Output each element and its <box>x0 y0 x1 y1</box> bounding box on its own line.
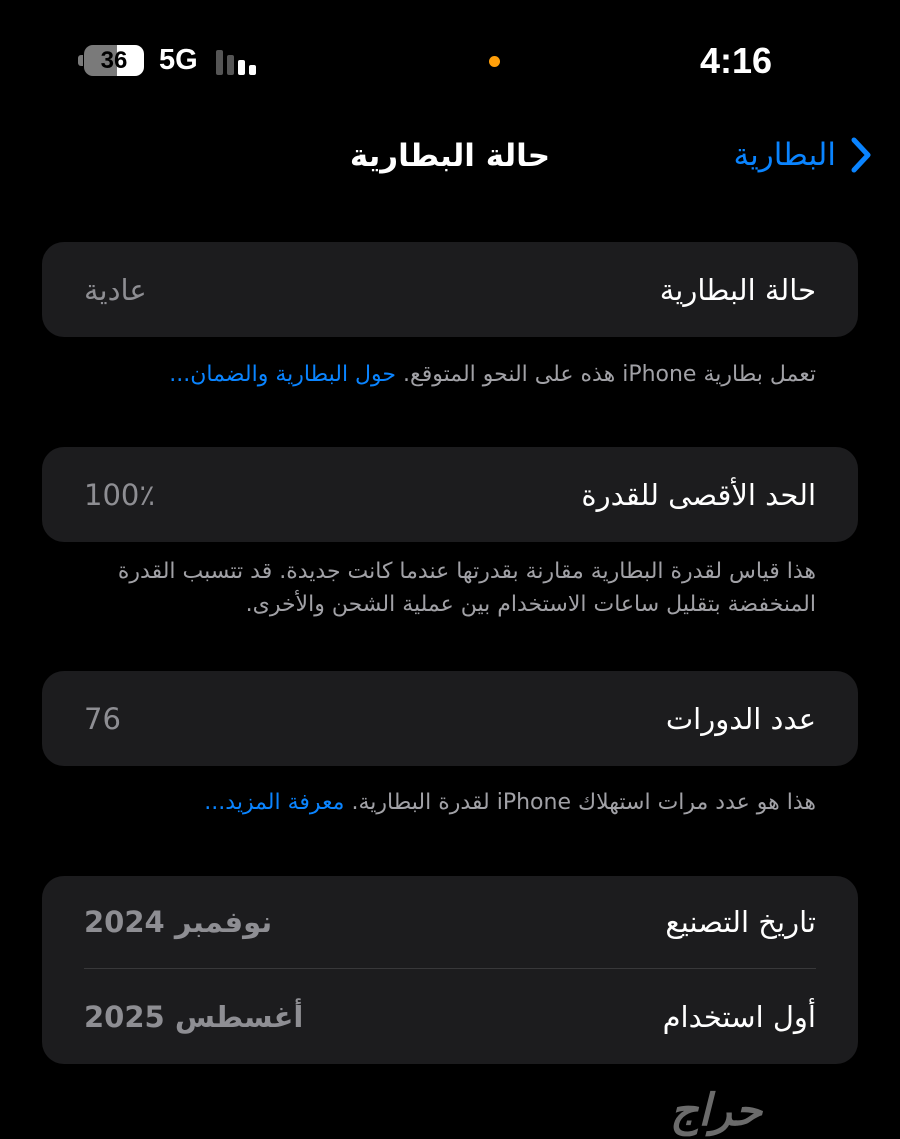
list-row <box>42 242 858 337</box>
privacy-indicator-dot <box>489 56 500 67</box>
back-label: البطارية <box>733 137 836 173</box>
battery-indicator: 36 <box>84 45 144 76</box>
footer-text: تعمل بطارية iPhone هذه على النحو المتوقع. <box>403 362 816 387</box>
list-row <box>42 969 858 1064</box>
network-type: 5G <box>159 44 198 76</box>
list-row <box>42 876 858 968</box>
footer-text: هذا هو عدد مرات استهلاك iPhone لقدرة البطارية. <box>351 790 816 815</box>
row-value: أغسطس 2025 <box>84 999 304 1034</box>
row-label: تاريخ التصنيع <box>665 905 816 939</box>
row-value: 100٪ <box>84 477 155 512</box>
battery-condition-card <box>42 242 858 337</box>
section-footer <box>84 786 816 819</box>
row-value: نوفمبر 2024 <box>84 905 273 939</box>
row-value: 76 <box>84 701 121 736</box>
max-capacity-card <box>42 447 858 542</box>
section-footer <box>84 358 816 391</box>
row-label: الحد الأقصى للقدرة <box>581 477 816 512</box>
row-value: عادية <box>84 272 147 307</box>
list-row <box>42 671 858 766</box>
row-label: أول استخدام <box>662 999 816 1034</box>
signal-icon <box>216 48 256 75</box>
warranty-link[interactable]: حول البطارية والضمان... <box>169 362 397 387</box>
list-row <box>42 447 858 542</box>
watermark-logo: حراج <box>670 1085 763 1136</box>
dates-card <box>42 876 858 1064</box>
row-label: حالة البطارية <box>659 272 816 307</box>
learn-more-link[interactable]: معرفة المزيد... <box>204 790 345 815</box>
back-button[interactable] <box>733 136 872 174</box>
chevron-right-icon <box>850 136 872 174</box>
status-time: 4:16 <box>699 40 772 81</box>
cycle-count-card <box>42 671 858 766</box>
battery-nub <box>78 55 83 66</box>
page-title: حالة البطارية <box>349 138 551 174</box>
row-label: عدد الدورات <box>665 701 816 736</box>
section-footer: هذا قياس لقدرة البطارية مقارنة بقدرتها عندما كانت جديدة. قد تتسبب القدرة المنخفضة بتقليل ساعات الاستخدام بين عملية الشحن والأخرى. <box>117 559 816 617</box>
